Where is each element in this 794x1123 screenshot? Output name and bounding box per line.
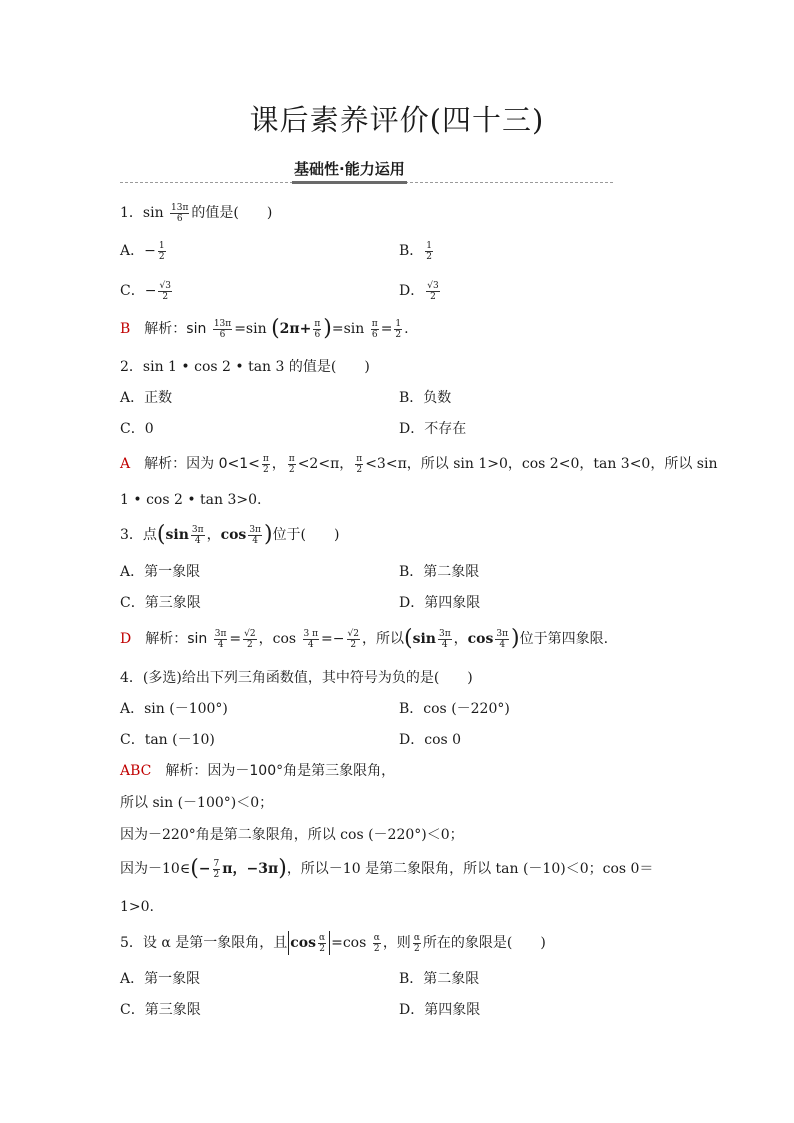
text: − — [198, 861, 211, 877]
text: cos — [467, 631, 494, 647]
frac-num: 3π — [249, 524, 261, 535]
frac-den: 4 — [499, 639, 506, 650]
text: 解析：因为 0<1< — [144, 456, 260, 472]
fraction — [191, 525, 205, 546]
text: 解析：因为－100°角是第三象限角， — [165, 763, 396, 779]
frac-num: 7 — [213, 858, 220, 869]
frac-num: α — [373, 932, 380, 943]
fraction — [213, 319, 232, 340]
frac-num: √3 — [159, 280, 171, 291]
frac-num: 1 — [158, 240, 165, 251]
fraction — [214, 629, 228, 650]
frac-num: 1 — [426, 240, 433, 251]
q5-option-c: C．第三象限 — [120, 1002, 201, 1018]
frac-den: 4 — [252, 535, 258, 546]
text: ，所以－10 是第二象限角，所以 tan (－10)＜0；cos 0＝ — [286, 861, 654, 877]
question-3 — [120, 524, 340, 546]
q3-option-b: B．第二象限 — [399, 564, 480, 580]
frac-den: 4 — [307, 639, 314, 650]
frac-den: 2 — [373, 943, 380, 954]
frac-den: 4 — [217, 639, 224, 650]
q3-option-c: C．第三象限 — [120, 595, 201, 611]
fraction — [318, 933, 326, 954]
frac-num: 3π — [191, 524, 204, 535]
frac-den: 2 — [430, 291, 436, 302]
paren: ) — [323, 316, 332, 341]
abs-bar — [329, 931, 330, 955]
option-label: D． — [399, 283, 425, 299]
text: 解析：sin — [145, 631, 208, 647]
q4-solution-3: 因为－220°角是第二象限角，所以 cos (－220°)＜0； — [120, 827, 464, 843]
option-label: B． — [399, 243, 424, 259]
frac-den: 4 — [441, 639, 448, 650]
fraction — [426, 281, 439, 302]
answer-letter: A — [120, 456, 131, 472]
q3-option-d: D．第四象限 — [399, 595, 481, 611]
frac-den: 2 — [413, 943, 420, 954]
paren: ( — [190, 856, 199, 881]
frac-num: 13π — [171, 202, 189, 213]
text: 所在的象限是( ) — [422, 935, 546, 951]
paren: ( — [271, 316, 280, 341]
frac-den: 2 — [262, 464, 269, 475]
frac-den: 2 — [356, 464, 363, 475]
fraction — [243, 629, 256, 650]
fraction — [413, 933, 421, 954]
fraction — [248, 525, 262, 546]
q4-option-b: B．cos (－220°) — [399, 701, 510, 717]
sign: − — [144, 243, 156, 259]
frac-num: α — [413, 932, 420, 943]
q4-option-d: D．cos 0 — [399, 732, 462, 748]
paren: ) — [511, 626, 520, 651]
frac-num: π — [314, 318, 321, 329]
question-5 — [120, 931, 546, 953]
option-label: A． — [120, 243, 145, 259]
q1-option-d — [399, 280, 442, 302]
option-label: C． — [120, 283, 145, 299]
question-2: 2．sin 1 • cos 2 • tan 3 的值是( ) — [120, 359, 370, 375]
text: ， — [271, 456, 286, 472]
fraction — [213, 859, 221, 880]
frac-den: 2 — [350, 639, 357, 650]
frac-den: 2 — [213, 869, 220, 880]
fraction — [495, 629, 509, 650]
q5-option-a: A．第一象限 — [120, 971, 201, 987]
frac-num: 1 — [395, 318, 402, 329]
solution-label: 解析：sin — [144, 321, 207, 337]
frac-num: √2 — [347, 628, 359, 639]
q1-suffix: 的值是( ) — [191, 205, 273, 221]
frac-den: 4 — [194, 535, 201, 546]
frac-den: 6 — [176, 213, 183, 224]
fraction — [313, 319, 321, 340]
frac-den: 6 — [219, 329, 226, 340]
text: ， — [453, 631, 468, 647]
q2-solution-cont: 1 • cos 2 • tan 3>0. — [120, 492, 262, 508]
fraction — [394, 319, 402, 340]
sign: − — [144, 283, 157, 299]
fraction — [425, 241, 433, 262]
fraction — [347, 629, 360, 650]
frac-num: 3 π — [303, 628, 319, 639]
question-1 — [120, 202, 272, 224]
frac-num: π — [371, 318, 378, 329]
frac-den: 6 — [371, 329, 378, 340]
q4-solution-5: 1>0. — [120, 899, 154, 915]
text: <3<π，所以 sin 1>0，cos 2<0，tan 3<0，所以 sin — [365, 456, 718, 472]
q5-option-b: B．第二象限 — [399, 971, 480, 987]
frac-num: √2 — [244, 628, 256, 639]
text: sin — [412, 631, 436, 647]
text: ， — [206, 527, 221, 543]
page-title: 课后素养评价(四十三) — [249, 103, 545, 137]
q2-option-a: A．正数 — [120, 390, 173, 406]
q4-solution-1 — [120, 760, 395, 782]
paren: ) — [278, 856, 287, 881]
text: ，cos — [258, 631, 297, 647]
frac-num: π — [356, 453, 363, 464]
text: = — [229, 631, 242, 647]
text: 因为－10∈ — [120, 861, 191, 877]
section-label: 基础性·能力运用 — [292, 158, 407, 184]
frac-num: 13π — [213, 318, 232, 329]
q2-option-c: C．0 — [120, 421, 154, 437]
text: cos — [220, 527, 247, 543]
q2-option-d: D．不存在 — [399, 421, 467, 437]
fraction — [355, 454, 363, 475]
frac-den: 2 — [426, 251, 433, 262]
paren: ( — [403, 626, 413, 651]
q1-option-c — [120, 280, 174, 302]
frac-num: π — [288, 453, 295, 464]
q2-option-b: B．负数 — [399, 390, 452, 406]
text: 5．设 α 是第一象限角，且 — [120, 935, 288, 951]
text: π，−3π — [222, 861, 279, 877]
q1-fraction — [170, 203, 189, 224]
frac-den: 2 — [288, 464, 295, 475]
paren: ( — [156, 522, 166, 547]
text: 2π+ — [279, 321, 312, 337]
q1-option-b — [399, 240, 435, 262]
frac-num: 3π — [496, 628, 509, 639]
text: . — [404, 321, 409, 337]
text: = — [380, 321, 393, 337]
text: <2<π， — [297, 456, 354, 472]
frac-den: 2 — [319, 943, 325, 954]
q4-solution-2: 所以 sin (－100°)＜0； — [120, 795, 274, 811]
text: =cos — [331, 935, 367, 951]
text: =− — [321, 631, 345, 647]
answer-letter: ABC — [120, 763, 152, 779]
q4-option-a: A．sin (－100°) — [120, 701, 228, 717]
frac-den: 2 — [395, 329, 402, 340]
text: sin — [165, 527, 189, 543]
text: =sin — [234, 321, 267, 337]
text: 位于( ) — [272, 527, 340, 543]
text: ，则 — [382, 935, 411, 951]
text: cos — [290, 935, 317, 951]
fraction — [262, 454, 270, 475]
section-header — [120, 156, 613, 183]
q3-solution — [120, 628, 608, 650]
q1-prefix: 1．sin — [120, 205, 164, 221]
frac-num: 3π — [214, 628, 227, 639]
frac-num: 3π — [438, 628, 451, 639]
fraction — [373, 933, 381, 954]
q2-solution — [120, 453, 717, 475]
fraction — [371, 319, 379, 340]
frac-den: 6 — [314, 329, 321, 340]
text: =sin — [331, 321, 365, 337]
frac-den: 2 — [162, 291, 169, 302]
paren: ) — [263, 522, 273, 547]
text: 3．点 — [120, 527, 157, 543]
answer-letter: B — [120, 321, 131, 337]
q4-solution-4 — [120, 858, 653, 880]
frac-den: 2 — [158, 251, 165, 262]
answer-letter: D — [120, 631, 132, 647]
q5-option-d: D．第四象限 — [399, 1002, 481, 1018]
fraction — [158, 241, 166, 262]
fraction — [438, 629, 452, 650]
q4-option-c: C．tan (－10) — [120, 732, 215, 748]
frac-den: 2 — [247, 639, 253, 650]
text: ，所以 — [361, 631, 404, 647]
frac-num: π — [262, 453, 269, 464]
text: 位于第四象限. — [519, 631, 609, 647]
q3-option-a: A．第一象限 — [120, 564, 201, 580]
q1-solution — [120, 318, 409, 340]
fraction — [288, 454, 296, 475]
q1-option-a — [120, 240, 168, 262]
question-4: 4．(多选)给出下列三角函数值，其中符号为负的是( ) — [120, 670, 473, 686]
fraction — [303, 629, 320, 650]
frac-num: √3 — [427, 280, 439, 291]
frac-num: α — [319, 932, 326, 943]
fraction — [158, 281, 171, 302]
